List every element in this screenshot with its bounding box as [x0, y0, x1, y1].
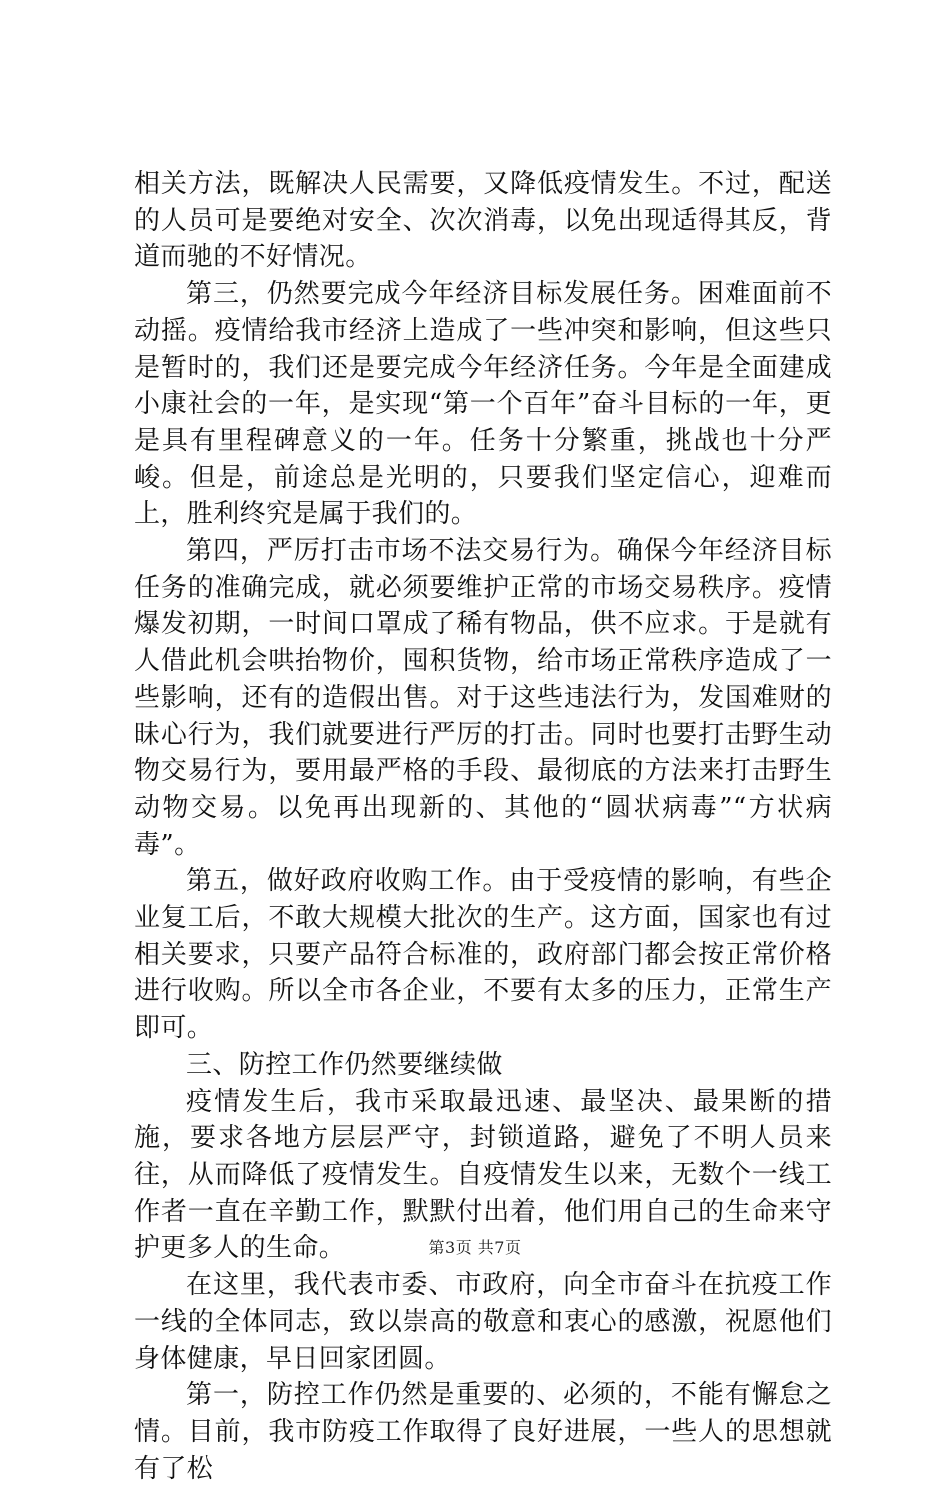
paragraph-first-point: 第一，防控工作仍然是重要的、必须的，不能有懈怠之情。目前，我市防疫工作取得了良好进展，一些人的思想就有了松 — [134, 1380, 832, 1484]
paragraph-fifth-point: 第五，做好政府收购工作。由于受疫情的影响，有些企业复工后，不敢大规模大批次的生产。这方面，国家也有过相关要求，只要产品符合标准的，政府部门都会按正常价格进行收购。所以全市各企业，不要有太多的压力，正常生产即可。 — [134, 866, 832, 1044]
document-body — [134, 166, 832, 1487]
paragraph-fourth-point: 第四，严厉打击市场不法交易行为。确保今年经济目标任务的准确完成，就必须要维护正常的市场交易秩序。疫情爆发初期，一时间口罩成了稀有物品，供不应求。于是就有人借此机会哄抬物价，囤积货物，给市场正常秩序造成了一些影响，还有的造假出售。对于这些违法行为，发国难财的昧心行为，我们就要进行严厉的打击。同时也要打击野生动物交易行为，要用最严格的手段、最彻底的方法来打击野生动物交易。以免再出现新的、其他的“圆状病毒”“方状病毒”。 — [134, 536, 832, 860]
section-heading-prevention: 三、防控工作仍然要继续做 — [186, 1049, 503, 1080]
page-number-footer: 第3页 共7页 — [428, 1238, 522, 1257]
paragraph-third-point: 第三，仍然要完成今年经济目标发展任务。困难面前不动摇。疫情给我市经济上造成了一些冲突和影响，但这些只是暂时的，我们还是要完成今年经济任务。今年是全面建成小康社会的一年，是实现“第一个百年”奋斗目标的一年，更是具有里程碑意义的一年。任务十分繁重，挑战也十分严峻。但是，前途总是光明的，只要我们坚定信心，迎难而上，胜利终究是属于我们的。 — [134, 279, 832, 530]
paragraph-epidemic-response: 疫情发生后，我市采取最迅速、最坚决、最果断的措施，要求各地方层层严守，封锁道路，避免了不明人员来往，从而降低了疫情发生。自疫情发生以来，无数个一线工作者一直在辛勤工作，默默付出着，他们用自己的生命来守护更多人的生命。 — [134, 1086, 832, 1264]
paragraph-gratitude: 在这里，我代表市委、市政府，向全市奋斗在抗疫工作一线的全体同志，致以崇高的敬意和衷心的感激，祝愿他们身体健康，早日回家团圆。 — [134, 1270, 832, 1374]
paragraph-delivery-methods: 相关方法，既解决人民需要，又降低疫情发生。不过，配送的人员可是要绝对安全、次次消毒，以免出现适得其反，背道而驰的不好情况。 — [134, 169, 832, 273]
